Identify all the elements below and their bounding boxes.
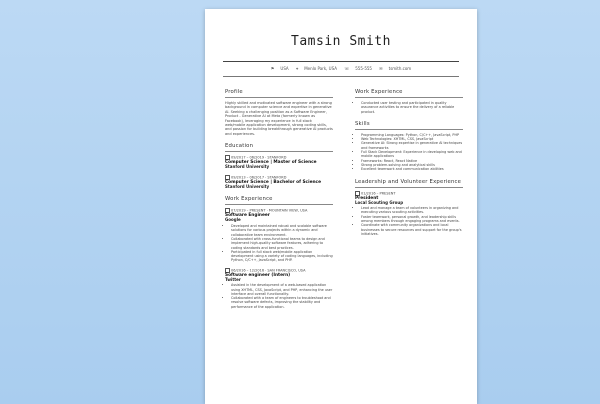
bullet: • Participated in full stack web/mobile application development using a variety of coding languages, including Python, C/C++, JavaScript, and PHP. <box>231 250 333 263</box>
job-meta: 06/2016 – 12/2016 · SAN FRANCISCO, USA <box>231 268 306 273</box>
section-title: Education <box>225 143 333 152</box>
location-icon: ⌖ <box>295 66 299 71</box>
profile-section <box>225 89 333 136</box>
skill-item: • Excellent teamwork and communication abilities <box>361 167 463 171</box>
resume-page <box>205 9 477 404</box>
contact-divider <box>223 76 459 77</box>
section-title: Profile <box>225 89 333 98</box>
education-entry <box>225 175 333 190</box>
phone-icon: ☏ <box>344 66 350 71</box>
left-column <box>225 89 333 316</box>
education-entry <box>225 155 333 170</box>
section-title: Skills <box>355 121 463 130</box>
skills-list <box>355 133 463 172</box>
bullet: • Coordinate with community organizations and local businesses to secure resources and support for the group's initiatives. <box>361 223 463 236</box>
flag-icon: ⚑ <box>270 66 275 71</box>
bullet: • Developed and maintained robust and scalable software solutions for various projects within a dynamic and collaborative team environment. <box>231 224 333 237</box>
degree: Computer Science | Master of Science <box>225 160 317 166</box>
right-column <box>355 89 463 243</box>
skill-item: • Programming Languages: Python, C/C++, JavaScript, PHP <box>361 133 463 137</box>
contact-country: USA <box>280 66 289 71</box>
job-title: Software engineer (Intern) <box>225 272 291 278</box>
job-entry <box>225 268 333 309</box>
leadership-meta: 01/2016 – PRESENT <box>361 191 396 196</box>
contact-email[interactable]: tsmith.com <box>388 66 412 71</box>
section-title: Work Experience <box>355 89 463 98</box>
education-section <box>225 143 333 189</box>
education-meta: 09/2013 – 06/2017 · STANFORD <box>231 175 287 180</box>
school: Stanford University <box>225 164 270 170</box>
skills-section <box>355 121 463 172</box>
job-bullets <box>225 283 333 309</box>
contact-line <box>205 66 477 71</box>
email-icon: ✉ <box>379 66 383 71</box>
section-title: Work Experience <box>225 196 333 205</box>
skill-item: • Web Technologies: XHTML, CSS, JavaScript <box>361 137 463 141</box>
bullet: • Foster teamwork, personal growth, and leadership skills among members through engaging programs and events. <box>361 215 463 224</box>
bullet: • Collaborated with cross-functional teams to design and implement high-quality software features, adhering to coding standards and best practices. <box>231 237 333 250</box>
company: Twitter <box>225 276 241 282</box>
contact-phone[interactable]: 555-555 <box>355 66 372 71</box>
experience-bullets <box>355 101 463 114</box>
job-title: Software Engineer <box>225 213 270 219</box>
bullet: • Collaborated with a team of engineers to troubleshoot and resolve software defects, improving the stability and performance of the application. <box>231 296 333 309</box>
work-experience-section <box>225 196 333 309</box>
company: Google <box>225 217 241 223</box>
profile-text: Highly skilled and motivated software engineer with a strong background in computer science and expertise in generative AI. Seeking a challenging position as a Software Engineer, Product - Generative AI at Meta (formerly known as Facebook), leveraging my experience in full stack web/mobile application development, strong coding skills, and passion for building breakthrough generative AI products and experiences. <box>225 101 333 136</box>
bullet: • Conducted user testing and participated in quality assurance activities to ensure the delivery of a reliable product. <box>361 101 463 114</box>
leadership-org: Local Scouting Group <box>355 199 404 205</box>
section-title: Leadership and Volunteer Experience <box>355 179 463 188</box>
degree: Computer Science | Bachelor of Science <box>225 179 322 185</box>
job-meta: 07/2019 – PRESENT · MOUNTAIN VIEW, USA <box>231 208 308 213</box>
bullet: • Lead and manage a team of volunteers in organizing and executing various scouting activities. <box>361 206 463 215</box>
contact-location: Menlo Park, USA <box>304 66 337 71</box>
job-bullets <box>225 224 333 263</box>
skill-item: • Full Stack Development: Experience in developing web and mobile applications <box>361 150 463 159</box>
bullet: • Assisted in the development of a web-based application using XHTML, CSS, JavaScript, and PHP, enhancing the user interface and overall functionality. <box>231 283 333 296</box>
leadership-section <box>355 179 463 237</box>
job-entry <box>225 208 333 262</box>
school: Stanford University <box>225 183 270 189</box>
calendar-icon <box>355 191 360 196</box>
leadership-bullets <box>355 206 463 236</box>
header-divider <box>223 61 459 62</box>
skill-item: • Strong problem-solving and analytical skills <box>361 163 463 167</box>
candidate-name: Tamsin Smith <box>291 34 391 49</box>
skill-item: • Frameworks: React, React Native <box>361 159 463 163</box>
calendar-icon <box>225 268 230 273</box>
leadership-role: President <box>355 195 379 201</box>
education-meta: 09/2017 – 06/2019 · STANFORD <box>231 155 287 160</box>
skill-item: • Generative AI: Strong expertise in generative AI techniques and frameworks <box>361 141 463 150</box>
work-experience-continued <box>355 89 463 114</box>
